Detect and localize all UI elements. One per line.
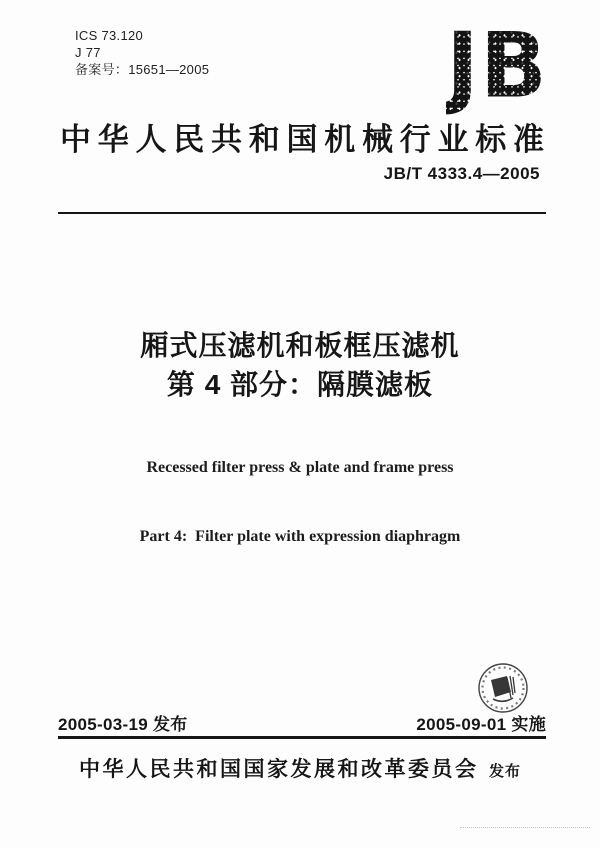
issuer-name: 中华人民共和国国家发展和改革委员会 [79,758,479,781]
standard-number: JB/T 4333.4—2005 [383,164,540,183]
issuer-row [0,753,600,783]
jb-standard-logo: JB [446,12,548,119]
footer-divider [58,736,546,739]
implementation-date: 2005-09-01 实施 [416,715,546,734]
document-title-chinese [0,326,600,404]
dates-row [58,710,546,735]
classification-block [75,27,209,78]
header-divider [58,212,546,214]
scan-artifact-line [460,827,590,828]
issuer-action: 发布 [488,763,521,780]
issue-date: 2005-03-19 发布 [58,715,188,734]
standards-association-seal-icon [477,662,529,714]
document-title-english [0,410,600,594]
ics-code: ICS 73.120 [75,28,144,43]
class-code: J 77 [75,45,101,60]
standard-category-title: 中华人民共和国机械行业标准 [60,122,544,157]
title-line-2: 第 4 部分：隔膜滤板 [166,369,434,400]
record-number: 备案号：15651—2005 [75,62,210,77]
title-en-line-1: Recessed filter press & plate and frame press [146,459,454,476]
title-en-line-2: Part 4: Filter plate with expression diaphragm [139,528,461,545]
title-line-1: 厢式压滤机和板框压滤机 [140,330,460,361]
